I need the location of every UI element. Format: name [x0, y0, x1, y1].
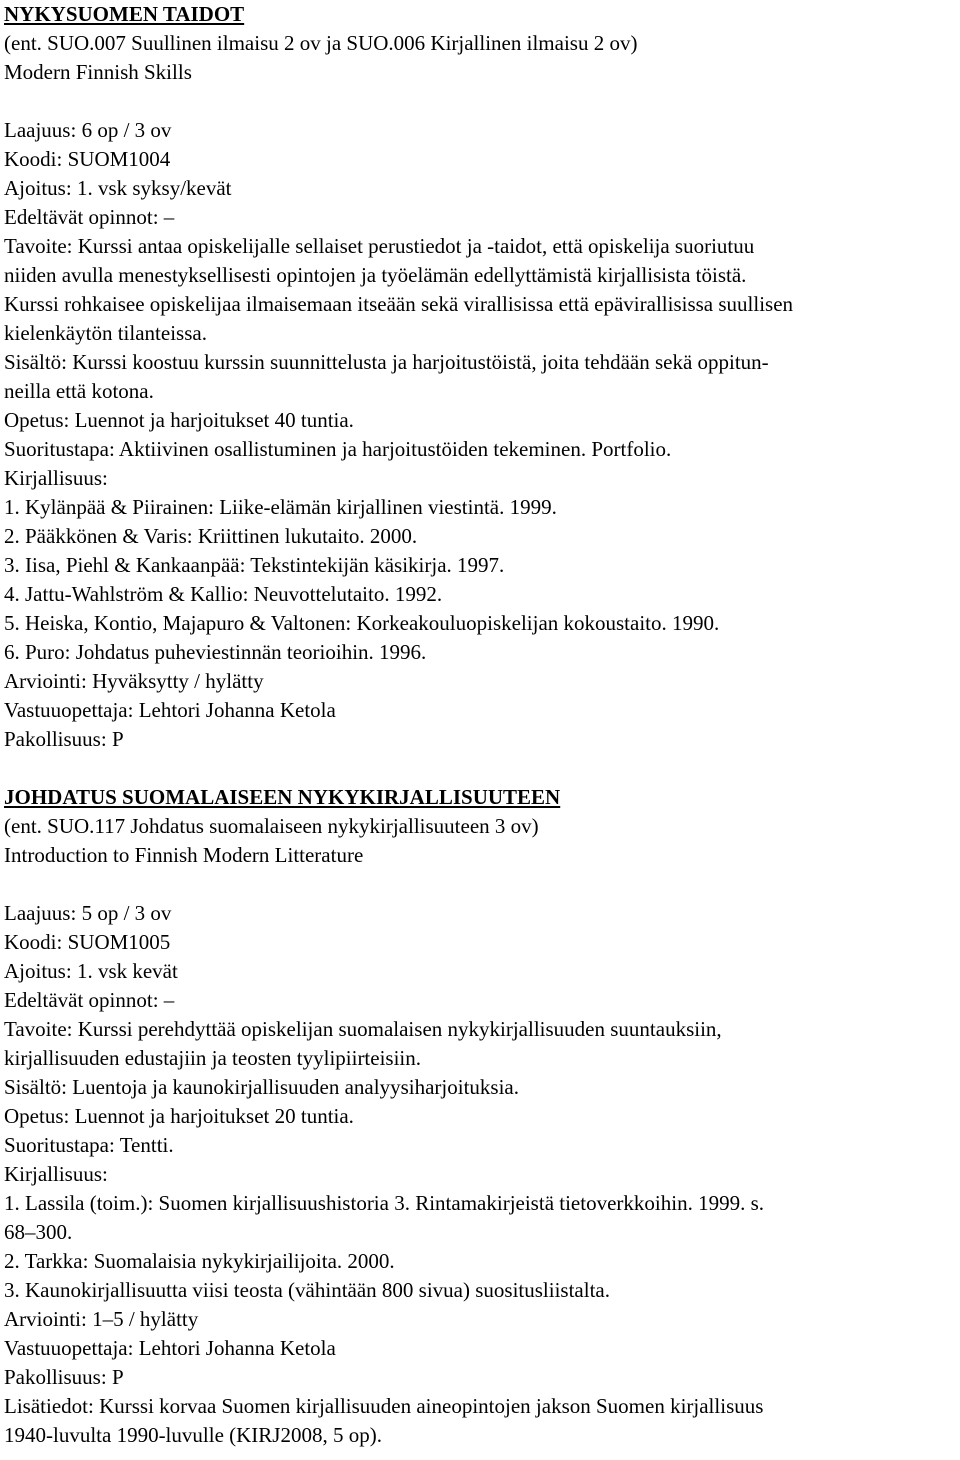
kirjallisuus-label: Kirjallisuus:	[4, 1162, 108, 1186]
ajoitus-row	[4, 957, 956, 986]
literature-item: 4. Jattu-Wahlström & Kallio: Neuvottelutaito. 1992.	[4, 582, 443, 606]
tavoite-line: niiden avulla menestyksellisesti opintojen ja työelämän edellyttämistä kirjallisista töistä.	[4, 263, 747, 287]
literature-item: 1. Kylänpää & Piirainen: Liike-elämän kirjallinen viestintä. 1999.	[4, 495, 557, 519]
koodi-row	[4, 928, 956, 957]
vastuuopettaja-value: Lehtori Johanna Ketola	[133, 1336, 336, 1360]
laajuus-value: 5 op / 3 ov	[76, 901, 172, 925]
sisalto-label: Sisältö:	[4, 1075, 68, 1099]
opetus-row	[4, 406, 956, 435]
koodi-value: SUOM1005	[62, 930, 171, 954]
lisatiedot-line: 1940-luvulta 1990-luvulle (KIRJ2008, 5 op).	[4, 1423, 382, 1447]
suoritustapa-row	[4, 435, 956, 464]
lisatiedot-row	[4, 1392, 956, 1421]
lisatiedot-label: Lisätiedot:	[4, 1394, 94, 1418]
pakollisuus-row	[4, 725, 956, 754]
edeltavat-value: –	[158, 988, 175, 1012]
vastuuopettaja-row	[4, 1334, 956, 1363]
tavoite-text: Kurssi antaa opiskelijalle sellaiset perustiedot ja -taidot, että opiskelija suoriutuu	[72, 234, 755, 258]
edeltavat-row	[4, 203, 956, 232]
edeltavat-label: Edeltävät opinnot:	[4, 205, 159, 229]
opetus-row	[4, 1102, 956, 1131]
literature-item: 3. Kaunokirjallisuutta viisi teosta (vähintään 800 sivua) suositusliistalta.	[4, 1278, 610, 1302]
pakollisuus-value: P	[106, 1365, 124, 1389]
tavoite-line: Kurssi rohkaisee opiskelijaa ilmaisemaan itseään sekä virallisissa että epävirallisissa suullisen	[4, 292, 794, 316]
arviointi-row	[4, 1305, 956, 1334]
opetus-value: Luennot ja harjoitukset 20 tuntia.	[69, 1104, 354, 1128]
sisalto-label: Sisältö:	[4, 350, 68, 374]
pakollisuus-row	[4, 1363, 956, 1392]
sisalto-row	[4, 348, 956, 377]
arviointi-label: Arviointi:	[4, 1307, 87, 1331]
course-equivalence: (ent. SUO.117 Johdatus suomalaiseen nykykirjallisuuteen 3 ov)	[4, 814, 539, 838]
suoritustapa-row	[4, 1131, 956, 1160]
ajoitus-value: 1. vsk kevät	[71, 959, 178, 983]
sisalto-row	[4, 1073, 956, 1102]
edeltavat-label: Edeltävät opinnot:	[4, 988, 159, 1012]
laajuus-label: Laajuus:	[4, 118, 77, 142]
pakollisuus-label: Pakollisuus:	[4, 727, 107, 751]
tavoite-label: Tavoite:	[4, 1017, 73, 1041]
koodi-label: Koodi:	[4, 147, 63, 171]
suoritustapa-value: Tentti.	[114, 1133, 174, 1157]
suoritustapa-value: Aktiivinen osallistuminen ja harjoitustöiden tekeminen. Portfolio.	[114, 437, 672, 461]
ajoitus-row	[4, 174, 956, 203]
koodi-row	[4, 145, 956, 174]
tavoite-row	[4, 1015, 956, 1044]
opetus-label: Opetus:	[4, 1104, 70, 1128]
laajuus-value: 6 op / 3 ov	[76, 118, 172, 142]
arviointi-value: Hyväksytty / hylätty	[86, 669, 264, 693]
course-title: NYKYSUOMEN TAIDOT	[4, 2, 245, 26]
arviointi-label: Arviointi:	[4, 669, 87, 693]
literature-item: 3. Iisa, Piehl & Kankaanpää: Tekstintekijän käsikirja. 1997.	[4, 553, 505, 577]
arviointi-value: 1–5 / hylätty	[86, 1307, 199, 1331]
literature-item: 5. Heiska, Kontio, Majapuro & Valtonen: Korkeakouluopiskelijan kokoustaito. 1990.	[4, 611, 720, 635]
laajuus-label: Laajuus:	[4, 901, 77, 925]
sisalto-text: Kurssi koostuu kurssin suunnittelusta ja harjoitustöistä, joita tehdään sekä oppitun-	[67, 350, 769, 374]
document-page	[4, 0, 956, 1450]
vastuuopettaja-label: Vastuuopettaja:	[4, 1336, 134, 1360]
koodi-value: SUOM1004	[62, 147, 171, 171]
pakollisuus-value: P	[106, 727, 124, 751]
tavoite-line: kirjallisuuden edustajiin ja teosten tyylipiirteisiin.	[4, 1046, 422, 1070]
course-title: JOHDATUS SUOMALAISEEN NYKYKIRJALLISUUTEEN	[4, 785, 561, 809]
vastuuopettaja-label: Vastuuopettaja:	[4, 698, 134, 722]
literature-item: 2. Tarkka: Suomalaisia nykykirjailijoita. 2000.	[4, 1249, 395, 1273]
course-english-name: Introduction to Finnish Modern Litterature	[4, 843, 364, 867]
suoritustapa-label: Suoritustapa:	[4, 1133, 115, 1157]
arviointi-row	[4, 667, 956, 696]
ajoitus-label: Ajoitus:	[4, 959, 72, 983]
edeltavat-row	[4, 986, 956, 1015]
sisalto-line: neilla että kotona.	[4, 379, 154, 403]
ajoitus-value: 1. vsk syksy/kevät	[71, 176, 232, 200]
pakollisuus-label: Pakollisuus:	[4, 1365, 107, 1389]
lisatiedot-text: Kurssi korvaa Suomen kirjallisuuden aineopintojen jakson Suomen kirjallisuus	[93, 1394, 764, 1418]
sisalto-text: Luentoja ja kaunokirjallisuuden analyysiharjoituksia.	[67, 1075, 519, 1099]
vastuuopettaja-row	[4, 696, 956, 725]
kirjallisuus-label: Kirjallisuus:	[4, 466, 108, 490]
vastuuopettaja-value: Lehtori Johanna Ketola	[133, 698, 336, 722]
laajuus-row	[4, 899, 956, 928]
course-english-name: Modern Finnish Skills	[4, 60, 192, 84]
laajuus-row	[4, 116, 956, 145]
literature-item: 6. Puro: Johdatus puheviestinnän teorioihin. 1996.	[4, 640, 427, 664]
suoritustapa-label: Suoritustapa:	[4, 437, 115, 461]
koodi-label: Koodi:	[4, 930, 63, 954]
literature-item: 2. Pääkkönen & Varis: Kriittinen lukutaito. 2000.	[4, 524, 418, 548]
literature-item: 1. Lassila (toim.): Suomen kirjallisuushistoria 3. Rintamakirjeistä tietoverkkoihin. 1999. s.	[4, 1191, 764, 1215]
tavoite-row	[4, 232, 956, 261]
tavoite-label: Tavoite:	[4, 234, 73, 258]
course-equivalence: (ent. SUO.007 Suullinen ilmaisu 2 ov ja SUO.006 Kirjallinen ilmaisu 2 ov)	[4, 31, 638, 55]
ajoitus-label: Ajoitus:	[4, 176, 72, 200]
literature-item-continued: 68–300.	[4, 1220, 73, 1244]
opetus-value: Luennot ja harjoitukset 40 tuntia.	[69, 408, 354, 432]
tavoite-line: kielenkäytön tilanteissa.	[4, 321, 207, 345]
tavoite-text: Kurssi perehdyttää opiskelijan suomalaisen nykykirjallisuuden suuntauksiin,	[72, 1017, 722, 1041]
edeltavat-value: –	[158, 205, 175, 229]
opetus-label: Opetus:	[4, 408, 70, 432]
